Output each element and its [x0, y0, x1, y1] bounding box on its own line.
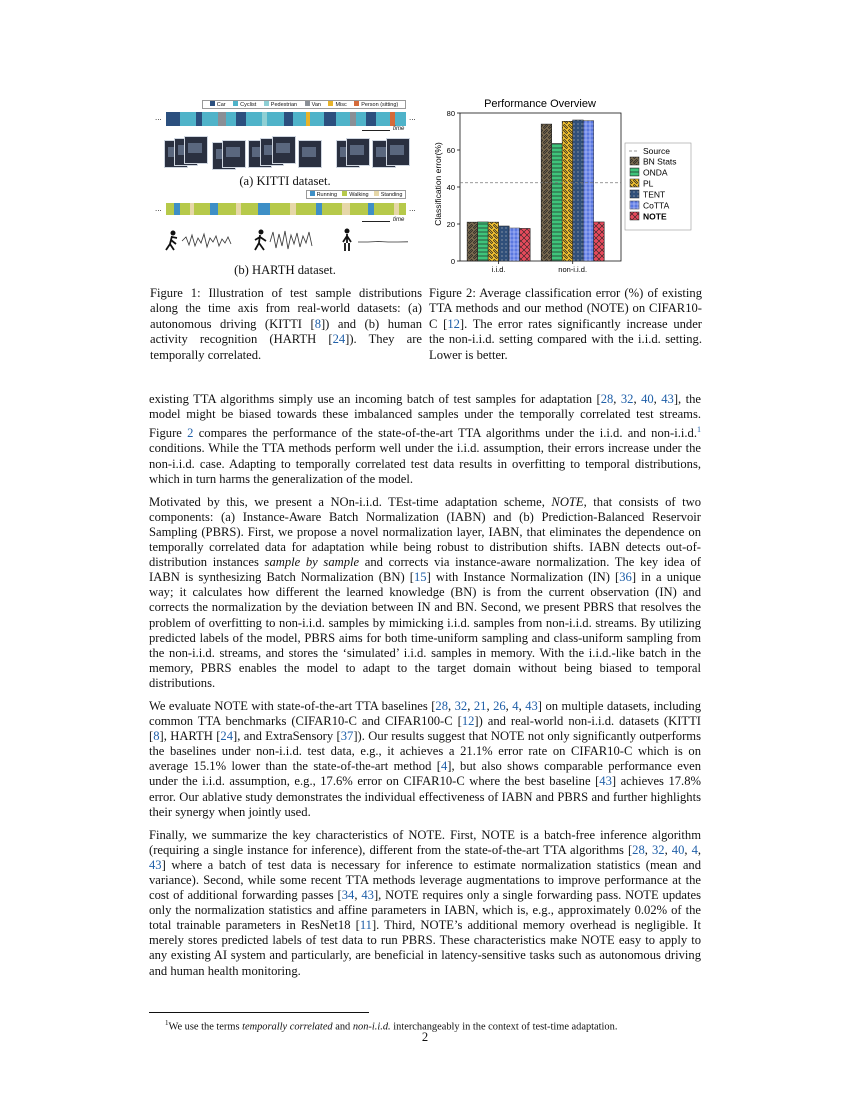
citation-link[interactable]: 12: [461, 714, 475, 729]
x-tick-label: non-i.i.d.: [558, 265, 588, 274]
ellipsis-right: ...: [409, 113, 416, 122]
bar-hatch: [594, 222, 605, 261]
citation-link[interactable]: 24: [332, 332, 346, 347]
legend-label-bn-stats: BN Stats: [643, 156, 677, 167]
harth-legend-label: Walking: [349, 192, 369, 198]
swatch-icon: [310, 191, 315, 196]
harth-label: (b) HARTH dataset.: [234, 263, 336, 277]
legend-swatch-hatch: [630, 201, 639, 209]
legend-label-cotta: CoTTA: [643, 200, 670, 211]
y-axis: [447, 109, 460, 266]
bar-hatch: [488, 222, 499, 261]
kitti-legend-item-cyclist: [233, 101, 256, 108]
paragraph-2: Motivated by this, we present a NOn-i.i.d. TEst-time adaptation scheme, NOTE, that consists of two components: (a) Instance-Aware Batch Normalization (IABN) and (b) Prediction-Balanced Reservoir Sampling (PBRS). First, we propose a novel normalization layer, IABN, that eliminates the dependence on temporally correlated data for adaptation while being robust to distribution shifts. IABN detects out-of-distribution instances sample by sample and corrects via instance-aware normalization. The key idea of IABN is synthesizing Batch Normalization (BN) [15] with Instance Normalization (IN) [36] in a unique way; it calculates how different the learned knowledge (BN) is from the current observation (IN) and corrects the normalization by the deviation between IN and BN. Second, we present PBRS that resolves the problem of overfitting to non-i.i.d. samples by mimicking i.i.d. samples from non-i.i.d. streams. By utilizing predicted labels of the model, PBRS aims for both time-uniform sampling and class-uniform sampling from the non-i.i.d. streams, and stores the ‘simulated’ i.i.d. samples in memory. With the i.i.d.-like batch in the memory, PBRS enables the model to adapt to the target domain without being biased to temporal distributions.: [149, 494, 701, 690]
citation-link[interactable]: 26: [493, 698, 506, 713]
kitti-time-strip: [166, 112, 406, 126]
legend-swatch-hatch: [630, 212, 639, 220]
kitti-legend: [202, 100, 406, 109]
citation-link[interactable]: 28: [600, 392, 614, 406]
ellipsis-left: ...: [155, 113, 162, 122]
running-signal: [182, 234, 231, 247]
y-tick-label: 80: [446, 109, 455, 118]
kitti-legend-label: Misc: [335, 102, 347, 108]
kitti-image-sequence-right: [336, 136, 416, 170]
citation-link[interactable]: 40: [671, 842, 685, 857]
kitti-legend-label: Van: [311, 102, 321, 108]
footnote-mark: 1: [165, 1019, 169, 1027]
citation-link[interactable]: 36: [619, 570, 632, 585]
swatch-icon: [233, 101, 238, 106]
harth-time-strip: [166, 203, 406, 215]
legend-swatch-hatch: [630, 179, 639, 187]
citation-link[interactable]: 8: [314, 316, 321, 331]
citation-link[interactable]: 32: [651, 842, 665, 857]
walking-person-icon: [255, 230, 266, 251]
kitti-image-sequence-middle: [248, 136, 328, 170]
citation-link[interactable]: 43: [661, 392, 674, 406]
performance-chart: [428, 94, 703, 274]
time-arrow-icon: [362, 221, 390, 222]
legend-label-onda: ONDA: [643, 167, 668, 178]
citation-link[interactable]: 4: [440, 759, 448, 774]
chart-ylabel: Classification error(%): [433, 142, 443, 226]
bar-hatch: [509, 228, 520, 261]
figure-1: [150, 96, 420, 281]
walking-signal: [270, 231, 312, 249]
citation-link[interactable]: 32: [620, 392, 634, 406]
legend-label-pl: PL: [643, 178, 654, 189]
x-tick-label: i.i.d.: [491, 265, 506, 274]
ellipsis-left: ...: [155, 204, 162, 213]
y-tick-label: 40: [446, 183, 455, 192]
paragraph-3: We evaluate NOTE with state-of-the-art TTA baselines [28, 32, 21, 26, 4, 43] on multiple datasets, including common TTA benchmarks (CIFAR10-C and CIFAR100-C [12]) and real-world non-i.i.d. datasets (KITTI [8], HARTH [24], and ExtraSensory [37]). Our results suggest that NOTE not only significantly outperforms the baselines under non-i.i.d. test data, e.g., it achieves a 21.1% error rate on CIFAR10-C which is on average 15.1% lower than the state-of-the-art method [4], but also shows comparable performance even under the i.i.d. assumption, e.g., 17.6% error on CIFAR10-C where the best baseline [43] achieves 17.8% error. Our ablative study demonstrates the individual effectiveness of IABN and PBRS and further highlights their synergy when jointly used.: [149, 698, 702, 819]
chart-legend: [625, 143, 691, 230]
harth-legend-item-running: [310, 191, 338, 198]
swatch-icon: [342, 191, 347, 196]
citation-link[interactable]: 15: [413, 570, 427, 585]
citation-link[interactable]: 12: [447, 316, 460, 331]
bar-hatch: [541, 124, 552, 261]
kitti-legend-label: Car: [216, 102, 226, 108]
caption-text: ]. The error rates significantly increase under the non-i.i.d. setting compared with the i.i.d. setting. Lower is better.: [429, 316, 702, 362]
figure-1-caption: [150, 286, 422, 363]
citation-link[interactable]: 11: [359, 918, 372, 933]
swatch-icon: [264, 101, 269, 106]
bar-hatch: [478, 222, 489, 261]
harth-legend-item-standing: [374, 191, 403, 198]
harth-legend-item-walking: [342, 191, 368, 198]
kitti-legend-label: Person (sitting): [361, 102, 399, 108]
caption-text: ]) and (b) human activity recognition (HARTH [: [150, 316, 422, 347]
figure-2-caption: [429, 286, 702, 363]
citation-link[interactable]: 43: [599, 774, 612, 789]
swatch-icon: [305, 101, 310, 106]
body-text: [149, 392, 701, 987]
kitti-legend-label: Cyclist: [240, 102, 257, 108]
ellipsis-right: ...: [409, 204, 416, 213]
harth-legend: [306, 190, 406, 199]
kitti-legend-item-car: [210, 101, 226, 108]
bar-group: [467, 120, 604, 261]
footnote-link[interactable]: 1: [697, 425, 701, 435]
swatch-icon: [354, 101, 359, 106]
legend-label-tent: TENT: [643, 189, 666, 200]
standing-signal: [358, 242, 408, 243]
kitti-legend-label: Pedestrian: [270, 102, 298, 108]
footnote: $^1$We use the terms temporally correlated and non-i.i.d. interchangeably in the context of test-time adaptation.: [165, 1019, 618, 1033]
citation-link[interactable]: 40: [641, 392, 654, 406]
harth-legend-label: Running: [316, 192, 338, 198]
kitti-image-sequence-left: [164, 136, 244, 170]
chart-title: Performance Overview: [484, 98, 596, 110]
time-arrow-icon: [362, 130, 390, 131]
kitti-legend-item-van: [305, 101, 321, 108]
citation-link[interactable]: 43: [525, 698, 538, 713]
swatch-icon: [374, 191, 379, 196]
harth-activity-signals: [164, 226, 414, 256]
page-number: 2: [421, 1030, 429, 1044]
swatch-icon: [210, 101, 215, 106]
kitti-legend-item-pedestrian: [264, 101, 297, 108]
legend-label-source: Source: [643, 146, 670, 156]
caption-text: ]). They are temporally correlated.: [150, 332, 422, 362]
citation-link[interactable]: 43: [361, 888, 374, 903]
bar-hatch: [467, 222, 478, 261]
bar-hatch: [499, 226, 510, 261]
citation-link[interactable]: 37: [340, 729, 354, 744]
legend-label-note: NOTE: [643, 211, 667, 222]
bar-hatch: [520, 228, 531, 261]
y-tick-label: 20: [446, 220, 455, 229]
citation-link[interactable]: 24: [220, 729, 234, 744]
footnote-divider: [149, 1012, 369, 1013]
bar-hatch: [583, 121, 594, 261]
y-tick-label: 60: [446, 146, 455, 155]
citation-link[interactable]: 4: [691, 842, 698, 857]
kitti-legend-item-person-sitting: [354, 101, 398, 108]
legend-swatch-hatch: [630, 190, 639, 198]
kitti-legend-item-misc: [328, 101, 346, 108]
citation-link[interactable]: 4: [512, 698, 519, 713]
citation-link[interactable]: 43: [149, 857, 162, 872]
citation-link[interactable]: 28: [632, 842, 645, 857]
standing-person-icon: [343, 229, 351, 252]
legend-swatch-hatch: [630, 168, 639, 176]
time-label: time: [393, 217, 405, 223]
bar-hatch: [562, 121, 573, 261]
citation-link[interactable]: 8: [153, 729, 160, 744]
time-label: time: [393, 126, 405, 132]
legend-swatch-hatch: [630, 157, 639, 165]
bar-hatch: [573, 120, 584, 261]
paragraph-4: Finally, we summarize the key characteristics of NOTE. First, NOTE is a batch-free inference algorithm (requiring a single instance for inference), different from the state-of-the-art TTA algorithms [28, 32, 40, 4, 43] where a batch of test data is necessary for inference to estimate normalization statistics (mean and variance). Second, while some recent TTA methods leverage augmentations to improve performance at the cost of additional forwarding passes [34, 43], NOTE requires only a single forwarding pass. NOTE updates only the normalization statistics and affine parameters in IABN, which is, e.g., approximately 0.02% of the total trainable parameters in ResNet18 [11]. Third, NOTE’s additional memory overhead is negligible. It merely stores predicted labels of test data to run PBRS. These characteristics make NOTE easy to apply to any existing AI system and particularly, are beneficial in latency-sensitive tasks such as autonomous driving and human health monitoring.: [149, 827, 702, 978]
citation-link[interactable]: 28: [435, 698, 448, 713]
running-person-icon: [166, 231, 177, 251]
harth-legend-label: Standing: [380, 192, 403, 198]
caption-text: Figure 1: Illustration of test sample distributions along the time axis from real-world datasets: (a) autonomous driving (KITTI [: [150, 286, 422, 331]
y-tick-label: 0: [450, 257, 455, 266]
paragraph-1: existing TTA algorithms simply use an incoming batch of test samples for adaptation [28, 32, 40, 43], the model might be biased towards these imbalanced samples under the temporally correlated test streams. Figure 2 compares the performance of the state-of-the-art TTA algorithms under the i.i.d. and non-i.i.d.$^1$ conditions. While the TTA methods perform well under the i.i.d. assumption, their errors increase under the non-i.i.d. case. Adapting to temporally correlated test data results in overfitting to temporal distributions, which in turn harms the generalization of the model.: [149, 392, 702, 486]
citation-link[interactable]: 21: [473, 698, 487, 713]
caption-text: Figure 2: Average classification error (%) of existing TTA methods and our method (NOTE) on CIFAR10-C [: [429, 286, 702, 331]
swatch-icon: [328, 101, 333, 106]
x-axis: [492, 261, 587, 274]
bar-hatch: [552, 144, 563, 261]
citation-link[interactable]: 32: [454, 698, 468, 713]
figure-link[interactable]: 2: [187, 426, 194, 441]
citation-link[interactable]: 34: [341, 888, 355, 903]
kitti-label: (a) KITTI dataset.: [239, 174, 331, 188]
